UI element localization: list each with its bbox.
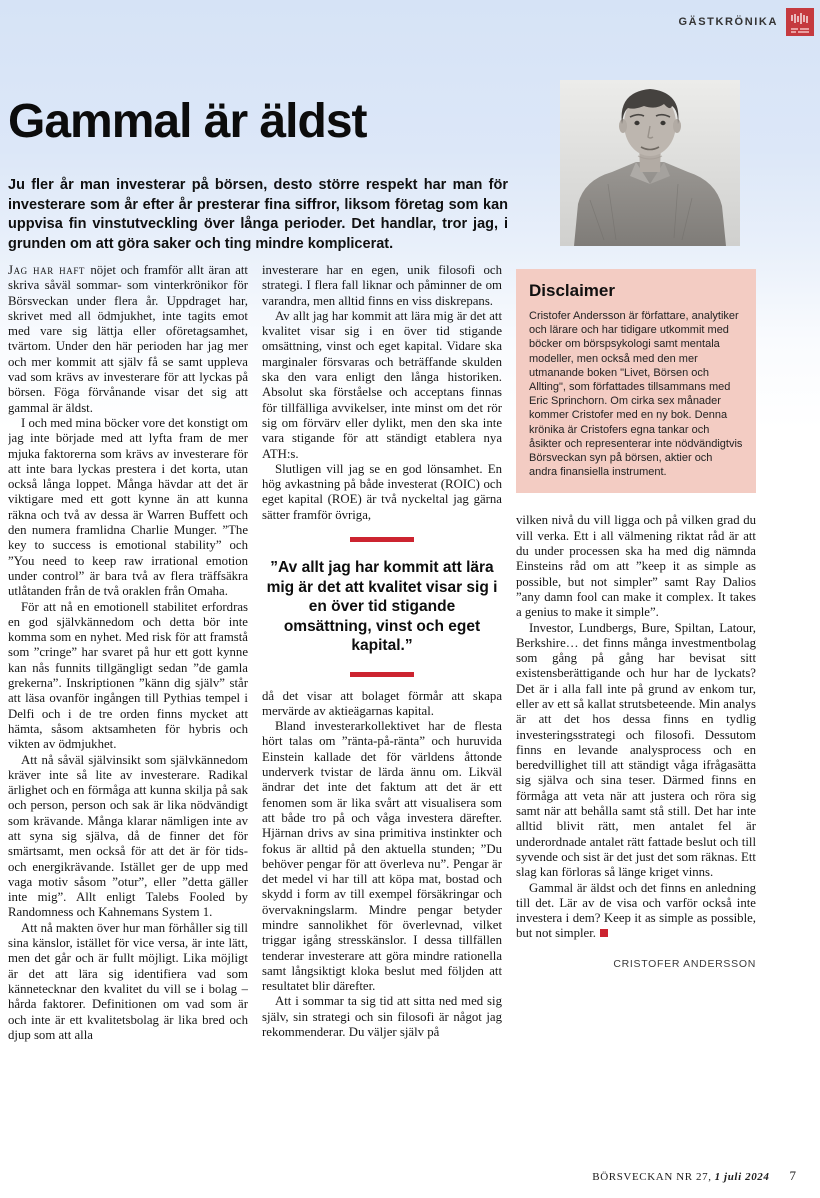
disclaimer-body: Cristofer Andersson är författare, analytiker och lärare och har tidigare utkommit med böcker om börspsykologi samt mentala modeller, men också med den mer utmanande boken "Livet, Börsen och Allting", som författades tillsammans med Eric Sprinchorn. Om cirka sex månader kommer Cristofer med en ny bok. Denna krönika är Cristofers egna tankar och åsikter och representerar inte nödvändigtvis Börsveckan syn på börsen, aktier och andra finansiella instrument.: [529, 310, 743, 479]
body-paragraph: För att nå en emotionell stabilitet erfordras en god självkännedom och detta bör inte komma som en nyhet. Med risk för att framstå som ”cringe” har svaret på hur ett gott kynne kan nås funnits tillgängligt sedan ”de gamla grekerna”. Inskriptionen ”känn dig själv” står att läsa ovanför ingången till Pythias tempel i Delfi och i de tre orden finns mycket att hämta, såsom aktsamheten för hybris och vikten av ödmjukhet.: [8, 599, 248, 752]
body-paragraph: då det visar att bolaget förmår att skapa mervärde av aktieägarnas kapital.: [262, 688, 502, 718]
paragraph-text: nöjet och framför allt äran att skriva såväl sommar- som vinterkrönikor för Börsveckan under flera år. Uppdraget har, skrivet med all ödmjukhet, inte tagits emot med vare sig lättja eller oföretagsamhet, tvärtom. Under den här perioden har jag mer och mer kommit att själv få se samt uppleva vad som krävs av investerare för att lyckas på börsen. Föga förvånande visar det sig att gammal är äldst.: [8, 263, 248, 415]
column-3: [516, 263, 756, 1165]
disclaimer-box: [516, 269, 756, 493]
column-2: [262, 263, 502, 1165]
pull-quote-rule-top: [350, 537, 414, 542]
body-paragraph: Av allt jag har kommit att lära mig är det att kvalitet visar sig i en över tid stigande omsättning, vinst och eget kapital. Vidare ska marginaler försvaras och beträffande skulden ska den vara enligt den långa historiken. Absolut ska förståelse och acceptans finnas för tillfälliga avvikelser, inte minst om det rör sig om förvärv eller dylikt, men den ska inte vara stigande för att ständigt etablera nya ATH:s.: [262, 308, 502, 461]
pull-quote-text: ”Av allt jag har kommit att lära mig är det att kvalitet visar sig i en över tid stigande omsättning, vinst och eget kapital.”: [266, 559, 498, 655]
page-footer: [592, 1168, 796, 1184]
footer-publication-line: [592, 1171, 769, 1183]
article-body: [8, 263, 756, 1165]
body-paragraph: Att nå såväl självinsikt som självkännedom kräver inte så lite av investerare. Radikal ärlighet och en förmåga att kunna skilja på sak och person, person och sak är lika nödvändigt som krävande. Många klarar nämligen inte av att syna sig själva, då de finner det för smärtsamt, men också för att det är för tids- och energikrävande. Istället ger de upp med vaga motiv såsom ”otur”, eller ”detta gäller inte mig”. Allt enligt Talebs Fooled by Randomness och Kahnemans System 1.: [8, 752, 248, 920]
author-photo: [560, 80, 740, 246]
column-1: [8, 263, 248, 1165]
end-mark: [600, 929, 608, 937]
article-title: Gammal är äldst: [8, 95, 367, 148]
publication-logo-icon: [786, 8, 814, 36]
byline: CRISTOFER ANDERSSON: [613, 957, 756, 970]
body-paragraph: [8, 263, 248, 416]
body-paragraph: investerare har en egen, unik filosofi och strategi. I flera fall liknar och påminner de om varandra, men alltid finns en viss diskrepans.: [262, 263, 502, 308]
pull-quote: [262, 537, 502, 677]
footer-publication: BÖRSVECKAN NR 27,: [592, 1171, 712, 1183]
section-label: GÄSTKRÖNIKA: [678, 16, 778, 28]
body-paragraph: I och med mina böcker vore det konstigt om jag inte började med att lyfta fram de mer mjuka faktorerna som krävs av investerare för att inte bara lyckas prestera i det korta, utan också långa loppet. Många hävdar att det är viktigare med ett gott kynne än att kunna räkna och två av dessa är Warren Buffett och den numera framlidna Charlie Munger. ”The key to success is emotional stability” och ”You need to keep raw irrational emotion under control” är bara två av flera träffsäkra utlåtanden från de två oraklen från Omaha.: [8, 415, 248, 599]
masthead: [679, 8, 815, 36]
disclaimer-title: Disclaimer: [529, 281, 615, 300]
body-paragraph: vilken nivå du vill ligga och på vilken grad du vill verka. Ett i all välmening riktat råd är att du under processen ska ha med dig nämnda Einsteins råd om att ”keep it as simple as possible, but not simpler” samt Ray Dalios ”any damn fool can make it complex. It takes a genius to make it simple”.: [516, 513, 756, 620]
body-paragraph: Slutligen vill jag se en god lönsamhet. En hög avkastning på både investerat (ROIC) och eget kapital (ROE) är två nyckeltal jag gärna sätter framför övriga,: [262, 461, 502, 522]
lead-in-small-caps: Jag har haft: [8, 263, 91, 277]
article-lede: Ju fler år man investerar på börsen, desto större respekt har man för investerare som år efter år presterar fina siffror, liksom företag som kan uppvisa fin vinstutveckling över långa perioder. Det handlar, tror jag, i grunden om att göra saker och ting mindre komplicerat.: [8, 177, 508, 252]
body-paragraph: Bland investerarkollektivet har de flesta hört talas om ”ränta-på-ränta” och huruvida Einstein kallade det för världens åttonde underverk tvistar de lärda ännu om. Likväl ändrar det inte det faktum att det är ett fenomen som är lika svårt att visualisera som att både tro på och våga investera därefter. Hjärnan drivs av sina primitiva instinkter och fokus är alltid på den aktuella stunden; ”Du behöver pengar för att överleva nu”. Pengar är det medel vi har till att köpa mat, bostad och skydd i form av till exempel försäkringar och övervakningslarm. Mindre pengar betyder mindre sannolikhet för överlevnad, vilket triggar igång stresskänslor. I dessa tillfällen tenderar investerare att göra mindre rationella samt långsiktigt kloka beslut med följden att resultatet blir därefter.: [262, 719, 502, 994]
footer-date: 1 juli 2024: [714, 1171, 770, 1183]
body-paragraph: Att nå makten över hur man förhåller sig till sina känslor, istället för vice versa, är inte lätt, men det går och är fullt möjligt. Lika möjligt är det att lära sig identifiera vad som kännetecknar den kvalitet du vill se i bolag – hårda faktorer. Definitionen om vad som är och inte är ett kvalitetsbolag är lika bred och djup som att alla: [8, 920, 248, 1042]
body-paragraph: Investor, Lundbergs, Bure, Spiltan, Latour, Berkshire… det finns många investmentbolag som gång på gång har bevisat sitt existensberättigande och hur har de lyckats? Det är i alla fall inte på grund av enkom tur, eller av ett så kallat strutsbeteende. Min analys är att det hos dessa finns en tydlig investeringsstrategi och filosofi. Dessutom finns en levande analysprocess och en beredvillighet till att ständigt våga ifrågasätta sig själva och sina teser. Därmed finns en förmåga att veta när att justera och röra sig samt när att behålla samt stå still. Det har inte alltid blivit rätt, men antalet fel är underordnade antalet rätt fattade beslut och till syvende och sist är det just det som räknas. Ett slag kan förloras så länge kriget vinns.: [516, 620, 756, 880]
body-paragraph: [516, 881, 756, 942]
body-paragraph: Att i sommar ta sig tid att sitta ned med sig själv, sin strategi och sin filosofi är något jag rekommenderar. Du väljer själv på: [262, 994, 502, 1040]
footer-page-number: 7: [789, 1168, 796, 1183]
paragraph-text: Gammal är äldst och det finns en anledning till det. Lär av de visa och varför också inte investera i dem? Keep it as simple as possible, but not simpler.: [516, 880, 756, 941]
pull-quote-rule-bottom: [350, 672, 414, 677]
